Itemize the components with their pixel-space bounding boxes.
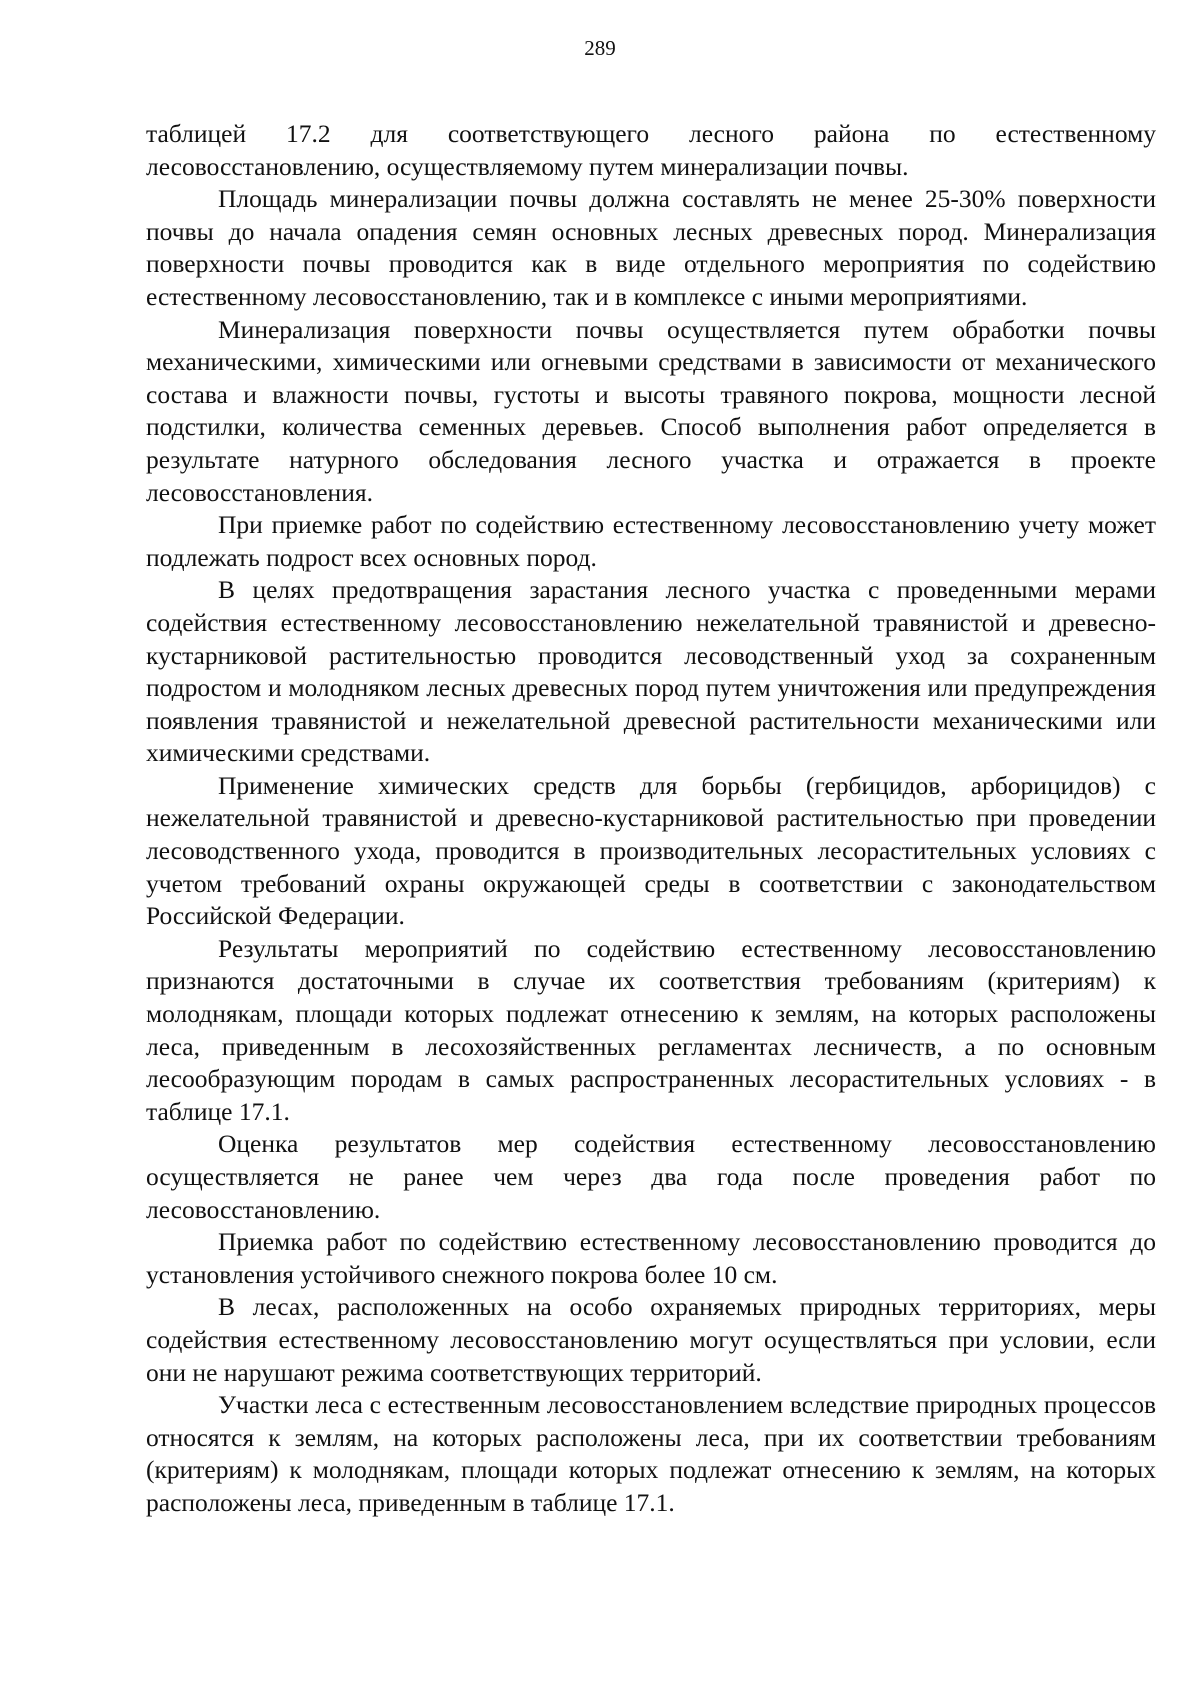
paragraph: При приемке работ по содействию естественному лесовосстановлению учету может подлежать подрост всех основных пород.	[146, 510, 1156, 572]
paragraph: В целях предотвращения зарастания лесного участка с проведенными мерами содействия естественному лесовосстановлению нежелательной травянистой и древесно-кустарниковой растительностью проводится лесоводственный уход за сохраненным подростом и молодняком лесных древесных пород путем уничтожения или предупреждения появления травянистой и нежелательной древесной растительности механическими или химическими средствами.	[146, 575, 1156, 768]
paragraph: Применение химических средств для борьбы (гербицидов, арборицидов) с нежелательной травянистой и древесно-кустарниковой растительностью при проведении лесоводственного ухода, проводится в производительных лесорастительных условиях с учетом требований охраны окружающей среды в соответствии с законодательством Российской Федерации.	[146, 770, 1156, 931]
paragraph: Площадь минерализации почвы должна составлять не менее 25-30% поверхности почвы до начала опадения семян основных лесных древесных пород. Минерализация поверхности почвы проводится как в виде отдельного мероприятия по содействию естественному лесовосстановлению, так и в комплексе с иными мероприятиями.	[146, 184, 1156, 311]
paragraph: Минерализация поверхности почвы осуществляется путем обработки почвы механическими, химическими или огневыми средствами в зависимости от механического состава и влажности почвы, густоты и высоты травяного покрова, мощности лесной подстилки, количества семенных деревьев. Способ выполнения работ определяется в результате натурного обследования лесного участка и отражается в проекте лесовосстановления.	[146, 314, 1156, 507]
document-body	[146, 118, 1156, 1520]
paragraph: таблицей 17.2 для соответствующего лесного района по естественному лесовосстановлению, осуществляемому путем минерализации почвы.	[146, 119, 1156, 181]
paragraph: Приемка работ по содействию естественному лесовосстановлению проводится до установления устойчивого снежного покрова более 10 см.	[146, 1227, 1156, 1289]
paragraph: Участки леса с естественным лесовосстановлением вследствие природных процессов относятся к землям, на которых расположены леса, при их соответствии требованиям (критериям) к молоднякам, площади которых подлежат отнесению к землям, на которых расположены леса, приведенным в таблице 17.1.	[146, 1390, 1156, 1517]
page-number: 289	[584, 36, 616, 60]
paragraph: Оценка результатов мер содействия естественному лесовосстановлению осуществляется не ранее чем через два года после проведения работ по лесовосстановлению.	[146, 1129, 1156, 1224]
paragraph: Результаты мероприятий по содействию естественному лесовосстановлению признаются достаточными в случае их соответствия требованиям (критериям) к молоднякам, площади которых подлежат отнесению к землям, на которых расположены леса, приведенным в лесохозяйственных регламентах лесничеств, а по основным лесообразующим породам в самых распространенных лесорастительных условиях - в таблице 17.1.	[146, 933, 1156, 1126]
paragraph: В лесах, расположенных на особо охраняемых природных территориях, меры содействия естественному лесовосстановлению могут осуществляться при условии, если они не нарушают режима соответствующих территорий.	[146, 1292, 1156, 1387]
